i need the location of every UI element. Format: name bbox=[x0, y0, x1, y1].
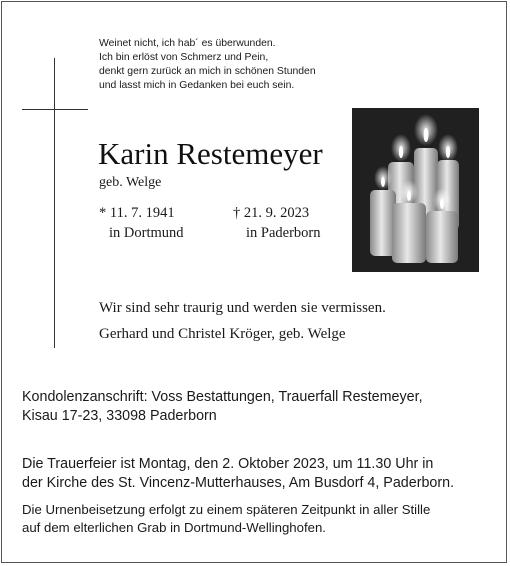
poem-line: denkt gern zurück an mich in schönen Stunden bbox=[99, 66, 316, 77]
cross-icon-bar bbox=[22, 109, 88, 110]
condolence-address bbox=[22, 388, 492, 426]
death-date: † 21. 9. 2023 bbox=[233, 205, 310, 221]
ceremony-line: der Kirche des St. Vincenz-Mutterhauses, Am Busdorf 4, Paderborn. bbox=[22, 475, 455, 491]
mourners-signature: Gerhard und Christel Kröger, geb. Welge bbox=[99, 326, 346, 342]
poem-line: Weinet nicht, ich hab´ es überwunden. bbox=[99, 38, 276, 49]
ceremony-info bbox=[22, 455, 492, 493]
urn-line: auf dem elterlichen Grab in Dortmund-Wellinghofen. bbox=[22, 520, 326, 535]
maiden-name: geb. Welge bbox=[99, 175, 162, 190]
poem-line: und lasst mich in Gedanken bei euch sein. bbox=[99, 80, 295, 91]
urn-burial-info bbox=[22, 501, 492, 537]
death-place: in Paderborn bbox=[246, 225, 321, 241]
birth-date: * 11. 7. 1941 bbox=[99, 205, 175, 221]
candles-illustration bbox=[352, 108, 479, 272]
birth-place: in Dortmund bbox=[109, 225, 184, 241]
deceased-name: Karin Restemeyer bbox=[98, 136, 323, 171]
candles-photo bbox=[352, 108, 479, 272]
poem-line: Ich bin erlöst von Schmerz und Pein, bbox=[99, 52, 269, 63]
poem bbox=[99, 37, 359, 93]
condolence-line: Kisau 17-23, 33098 Paderborn bbox=[22, 408, 217, 424]
mourning-message: Wir sind sehr traurig und werden sie vermissen. bbox=[99, 300, 386, 316]
cross-icon bbox=[54, 58, 55, 348]
ceremony-line: Die Trauerfeier ist Montag, den 2. Oktober 2023, um 11.30 Uhr in bbox=[22, 456, 434, 472]
condolence-line: Kondolenzanschrift: Voss Bestattungen, Trauerfall Restemeyer, bbox=[22, 389, 423, 405]
urn-line: Die Urnenbeisetzung erfolgt zu einem späteren Zeitpunkt in aller Stille bbox=[22, 502, 431, 517]
